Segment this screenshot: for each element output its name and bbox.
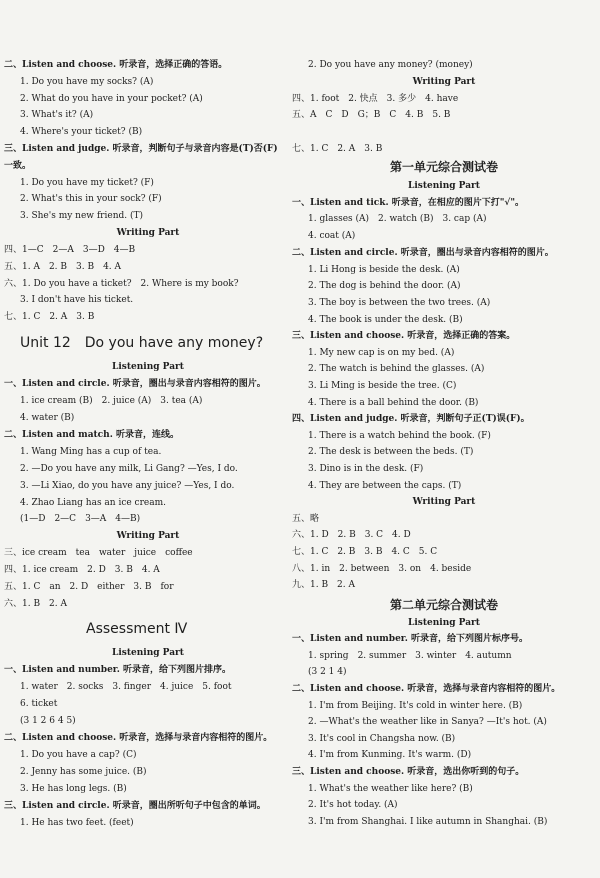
answer-line: 1. There is a watch behind the book. (F) bbox=[308, 431, 491, 441]
section-heading: 一、Listen and number. 听录音，给下列图片标序号。 bbox=[292, 634, 528, 644]
answer-line: 1. I'm from Beijing. It's cold in winter here. (B) bbox=[308, 701, 523, 711]
section-heading: 一、Listen and tick. 听录音，在相应的图片下打"√"。 bbox=[292, 198, 525, 208]
answer-line: 2. Jenny has some juice. (B) bbox=[20, 767, 147, 777]
answer-line: 4. There is a ball behind the door. (B) bbox=[308, 398, 479, 408]
answer-line: 四、1. foot 2. 快点 3. 多少 4. have bbox=[292, 94, 459, 104]
part-heading: Writing Part bbox=[412, 77, 476, 87]
section-heading: 二、Listen and match. 听录音，连线。 bbox=[4, 430, 179, 440]
answer-line: 4. coat (A) bbox=[308, 231, 356, 241]
answer-line: 1. Do you have a cap? (C) bbox=[20, 750, 137, 760]
answer-line: 三、ice cream tea water juice coffee bbox=[4, 548, 193, 558]
answer-line: 3. I'm from Shanghai. I like autumn in Shanghai. (B) bbox=[308, 817, 548, 827]
answer-line: 2. It's hot today. (A) bbox=[308, 800, 398, 810]
section-heading: 一、Listen and number. 听录音，给下列图片排序。 bbox=[4, 665, 231, 675]
answer-line: 六、1. B 2. A bbox=[4, 599, 68, 609]
part-heading: Writing Part bbox=[116, 228, 180, 238]
answer-line: 2. The desk is between the beds. (T) bbox=[308, 447, 474, 457]
section-heading: 二、Listen and choose. 听录音，选择与录音内容相符的图片。 bbox=[4, 733, 273, 743]
unit-test-title: 第一单元综合测试卷 bbox=[389, 160, 498, 174]
answer-line: 1. water 2. socks 3. finger 4. juice 5. foot bbox=[20, 682, 232, 692]
answer-line: 六、1. Do you have a ticket? 2. Where is my book? bbox=[4, 279, 239, 289]
answer-line: 4. They are between the caps. (T) bbox=[308, 481, 462, 491]
part-heading: Listening Part bbox=[112, 362, 184, 372]
section-heading: 二、Listen and choose. 听录音，选择与录音内容相符的图片。 bbox=[292, 684, 561, 694]
answer-line: 七、1. C 2. A 3. B bbox=[4, 312, 95, 322]
answer-line: 1. My new cap is on my bed. (A) bbox=[308, 348, 455, 358]
answer-line: 3. The boy is between the two trees. (A) bbox=[308, 298, 491, 308]
answer-line: 3. Li Ming is beside the tree. (C) bbox=[308, 381, 457, 391]
answer-line: 七、1. C 2. B 3. B 4. C 5. C bbox=[292, 547, 438, 557]
answer-line: 五、1. C an 2. D either 3. B for bbox=[4, 582, 174, 592]
part-heading: Writing Part bbox=[116, 531, 180, 541]
unit-title: Unit 12 Do you have any money? bbox=[20, 335, 264, 351]
answer-line: 四、1—C 2—A 3—D 4—B bbox=[4, 245, 136, 255]
answer-line: (1—D 2—C 3—A 4—B) bbox=[20, 514, 141, 524]
answer-line: 3. What's it? (A) bbox=[20, 110, 94, 120]
answer-line: 1. Wang Ming has a cup of tea. bbox=[20, 447, 162, 457]
answer-line: 2. Do you have any money? (money) bbox=[308, 60, 473, 70]
answer-line: 2. The dog is behind the door. (A) bbox=[308, 281, 461, 291]
answer-line: 五、1. A 2. B 3. B 4. A bbox=[4, 262, 122, 272]
answer-line: 七、1. C 2. A 3. B bbox=[292, 144, 383, 154]
assessment-title: Assessment Ⅳ bbox=[86, 621, 188, 637]
section-heading: 三、Listen and choose. 听录音，选择正确的答案。 bbox=[292, 331, 516, 341]
answer-line: 2. —Do you have any milk, Li Gang? —Yes, I do. bbox=[20, 464, 238, 474]
answer-line: 八、1. in 2. between 3. on 4. beside bbox=[292, 564, 472, 574]
answer-line: 1. What's the weather like here? (B) bbox=[308, 784, 473, 794]
unit-test-title: 第二单元综合测试卷 bbox=[389, 598, 498, 612]
answer-line: 1. Li Hong is beside the desk. (A) bbox=[308, 265, 460, 275]
answer-line: 五、略 bbox=[292, 514, 320, 524]
section-heading: 三、Listen and circle. 听录音，圈出所听句子中包含的单词。 bbox=[4, 801, 266, 811]
answer-line: 2. What do you have in your pocket? (A) bbox=[20, 94, 203, 104]
section-heading: 一、Listen and circle. 听录音，圈出与录音内容相符的图片。 bbox=[4, 379, 266, 389]
answer-line: 1. ice cream (B) 2. juice (A) 3. tea (A) bbox=[20, 396, 203, 406]
answer-line: 3. Dino is in the desk. (F) bbox=[308, 464, 424, 474]
answer-line: (3 2 1 4) bbox=[308, 667, 347, 677]
answer-line: 3. She's my new friend. (T) bbox=[20, 211, 143, 221]
section-heading: 二、Listen and circle. 听录音，圈出与录音内容相符的图片。 bbox=[292, 248, 554, 258]
answer-line: 六、1. D 2. B 3. C 4. D bbox=[292, 530, 411, 540]
part-heading: Listening Part bbox=[112, 648, 184, 658]
section-heading-cont: 一致。 bbox=[4, 161, 32, 171]
answer-line: 2. The watch is behind the glasses. (A) bbox=[308, 364, 485, 374]
section-heading: 三、Listen and judge. 听录音，判断句子与录音内容是(T)否(F) bbox=[4, 144, 278, 154]
answer-line: 九、1. B 2. A bbox=[292, 580, 356, 590]
part-heading: Writing Part bbox=[412, 497, 476, 507]
answer-line: 4. Zhao Liang has an ice cream. bbox=[20, 498, 166, 508]
answer-line: 4. I'm from Kunming. It's warm. (D) bbox=[308, 750, 472, 760]
answer-line: 3. —Li Xiao, do you have any juice? —Yes, I do. bbox=[20, 481, 235, 491]
answer-line: 1. glasses (A) 2. watch (B) 3. cap (A) bbox=[308, 214, 487, 224]
answer-line: 1. He has two feet. (feet) bbox=[20, 818, 134, 828]
answer-line: 2. What's this in your sock? (F) bbox=[20, 194, 162, 204]
answer-line: 3. It's cool in Changsha now. (B) bbox=[308, 734, 456, 744]
answer-line: 3. I don't have his ticket. bbox=[20, 295, 134, 305]
section-heading: 三、Listen and choose. 听录音，选出你听到的句子。 bbox=[292, 767, 525, 777]
part-heading: Listening Part bbox=[408, 618, 480, 628]
section-heading: 四、Listen and judge. 听录音，判断句子正(T)误(F)。 bbox=[292, 414, 530, 424]
answer-line: 4. water (B) bbox=[20, 413, 75, 423]
answer-line: 1. Do you have my socks? (A) bbox=[20, 77, 154, 87]
answer-line: 2. —What's the weather like in Sanya? —It's hot. (A) bbox=[308, 717, 547, 727]
answer-line: (3 1 2 6 4 5) bbox=[20, 716, 76, 726]
answer-line: 五、A C D G；B C 4. B 5. B bbox=[292, 110, 451, 120]
answer-line: 1. Do you have my ticket? (F) bbox=[20, 178, 154, 188]
answer-line: 3. He has long legs. (B) bbox=[20, 784, 127, 794]
answer-line: 4. Where's your ticket? (B) bbox=[20, 127, 143, 137]
part-heading: Listening Part bbox=[408, 181, 480, 191]
answer-line: 四、1. ice cream 2. D 3. B 4. A bbox=[4, 565, 160, 575]
answer-line: 1. spring 2. summer 3. winter 4. autumn bbox=[308, 651, 512, 661]
answer-line: 4. The book is under the desk. (B) bbox=[308, 315, 463, 325]
answer-line: 6. ticket bbox=[20, 699, 58, 709]
section-heading: 二、Listen and choose. 听录音，选择正确的答语。 bbox=[4, 60, 228, 70]
